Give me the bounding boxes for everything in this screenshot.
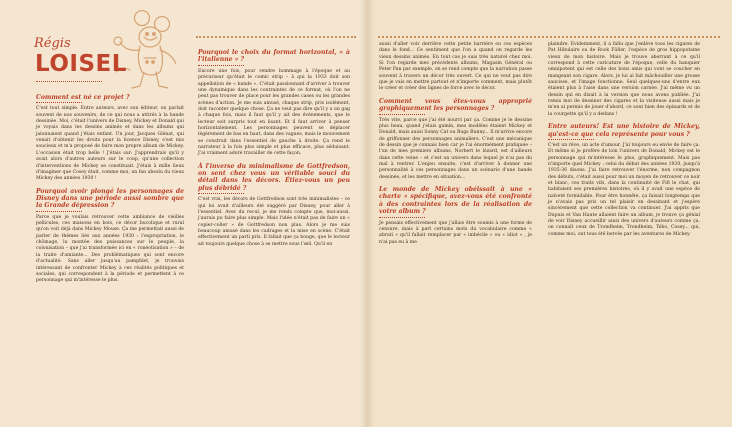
author-last-name: LOISEL bbox=[35, 51, 127, 77]
column-1 bbox=[36, 89, 184, 287]
body-paragraph: Très vite, parce que j'ai été nourri par ça. Comme je le dessine plus beau, quand j'étais gamin, mes modèles étaient Mickey et Donald, mais aussi Sonny Cat ou Bugs Bunny... Il m'arrive encore de griffonner des personnages animaliers. C'est une mécanique de dessin que je connais bien car je l'ai énormément pratiquée – l'un de mes premiers albums, Norbert le lézard, est d'ailleurs dans cette veine – et c'est un univers dans lequel je n'ai pas du mal à rentrer. L'enjeu ensuite, c'est d'arriver à donner une personnalité à ces personnages dans un scénario d'une bande dessinée, et les mettre en situation... bbox=[379, 117, 532, 180]
body-paragraph: C'est tout simple. Entre auteurs, avec son éditeur, on parlait souvent de nos souvenirs, de ce qui nous a attirés à la bande dessinée. Moi, c'était l'univers de Disney, Mickey et Donald qui je voyais dans les dessins animés et dans les albums qui jalonnaient quand j'étais enfant. Un jour, Jacques Glénat, qui venait d'obtenir les droits pour la licence Disney, s'est mis soucieux et m'a proposé de faire mon propre album de Mickey. L'occasion était trop belle ! J'étais sur: J'apprendrais qu'il y avait alors d'autres auteurs sur le coup, qu'une collection d'interventions de Mickey se constituait. J'étais à mille lieux d'imaginer que Cosey était, comme moi, un fan absolu du vieux Mickey des années 1930 ! bbox=[36, 106, 184, 182]
page-gutter bbox=[360, 0, 374, 427]
question-heading: Pourquoi le choix du format horizontal, « à l'italienne » ? bbox=[198, 49, 350, 66]
top-dotted-rule-right bbox=[378, 36, 720, 38]
question-heading: Entre auteurs! Est une histoire de Mickey, qu'est-ce que cela représente pour vous ? bbox=[548, 123, 700, 140]
column-3 bbox=[379, 42, 532, 248]
body-paragraph: aussi d'aller voir derrière cette petite barrière ou ces espèces dans le fond... Ce sentiment que l'on a quand on regarde les vieux dessins animés. En tout cas je suis très naturel chez moi. Si l'on regarde mes précédents albums, Magasin Général ou Peter Pan par exemple, on se rend compte que la narration passe souvent à travers un décor très ouvert. Ce qui ne veut pas dire que je vais en mettre partout et n'importe comment, mais plutôt le créer et créer des lignes de force avec le décor. bbox=[379, 42, 532, 92]
question-heading: Le monde de Mickey obéissait à une « charte » spécifique, avez-vous été confronté à des contraintes lors de la réalisation de votre album ? bbox=[379, 186, 532, 218]
body-paragraph: C'est un rêve, un acte d'amour. J'ai toujours eu envie de faire ça. Et même si je profère de loin l'univers de Donald, Mickey est le personnage qui m'intéresse le plus, graphiquement. Mais pas n'importe quel Mickey : celui du début des années 1930, jusqu'à 1935-36 disons. J'ai faire retrouver l'énorme, non compagnon des débuts, c'était aussi pour moi un moyen de retrouver ce noir et blanc, ces traits vifs, dans la continuité de Fifi le chat, qui habitaient ses premières histoires, où il y avait une espèce de naïveté formidable. Pour être honnête, ça faisait longtemps que je n'avais pas pris un tel plaisir en dessinant et j'espère sincèrement que cette collection va continuer. J'ai appris que Dupuis et Van Haute allaient faire un album, je trouve ça génial de voir Disney accueillir ainsi des univers d'auteurs comme ça, on connaît ceux de Trondheim, Trondheim, Tébo, Cosey... qui, comme moi, ont tous été bercés par les aventures de Mickey. bbox=[548, 142, 700, 237]
column-4 bbox=[548, 42, 700, 240]
body-paragraph: Je pensais effectivement que j'allais être soumis à une forme de censure, mais à part certains mots du vocabulaire comme « abruti » qu'il fallait remplacer par « imbécile » ou « idiot » , je n'ai pas eu à me bbox=[379, 220, 532, 245]
question-heading: Comment est né ce projet ? bbox=[36, 94, 184, 103]
body-paragraph: C'est vrai, les décors de Gottfredson sont très minimalistes – ce qui lui avait d'ailleurs été suggéré par Disney, pour aller à l'essentiel. Avec du recul, je me rends compte que, moi-aussi, j'aurais pu faire plus simple. Mais l'idée n'était pas de faire un « copier-coller » de Gottfredson non plus. Alors je me suis beaucoup amusé dans les cadrages et la mise en scène. C'était effectivement un parti pris. Il fallait que ça bouge, que le lecteur ait toujours quelque chose à se mettre sous l'œil. Qu'il en bbox=[198, 197, 350, 247]
question-heading: Pourquoi avoir plongé les personnages de Disney dans une période aussi sombre que la Grande dépression ? bbox=[36, 188, 184, 212]
question-heading: Comment vous êtes-vous approprié graphiquement les personnages ? bbox=[379, 98, 532, 115]
top-dotted-rule-left bbox=[196, 36, 356, 38]
author-first-name: Régis bbox=[34, 36, 71, 51]
column-2 bbox=[198, 44, 350, 250]
question-heading: À l'inverse du minimalisme de Gottfredson, on sent chez vous un véritable souci du détail dans les décors. Étiez-vous un peu plus débridé ? bbox=[198, 163, 350, 195]
author-underline bbox=[36, 81, 102, 82]
body-paragraph: Parce que je voulais retrouver cette ambiance de vieilles pellicules, ces maisons en bois, ce décor bucolique et rural qu'on voit déjà dans Mickey Mouse. Ça me permettait aussi de parler de thèmes liés aux années 1930 : l'expropriation, le chômage, la montée des puissances sur le peuple, la colonisation – que j'ai transformée ici en « ronéotisation » – de la traite d'amiante... Des problématiques qui sont encore d'actualité. Sans aller jusqu'au pamphlet, je trouvais intéressant de confronter Mickey à ces réalités politiques et sociales, qui correspondent à la période et permettent à ce personnage qui m'intéresse le plus. bbox=[36, 214, 184, 284]
body-paragraph: Encore une fois, pour rendre hommage à l'époque et au précurseur qu'était le comic strip – à qui la 1933 doit son appellation de « bande ». C'était passionnant d'arriver à trouver une dynamique dans les contraintes de ce format, où l'on ne peut pas trouver de place pour les grandes cases ou les grandes scènes d'action. Je me suis amusé, chaque strip, pris isolément, doit raconter quelque chose. Ça ne veut pas dire qu'il y a un gag à chaque fois, mais il faut qu'il y ait des événements, que le lecteur soit surpris tout en lisant. Et il faut arriver à penser horizontalement. Les personnages peuvent se déplacer légèrement de bas en haut, dans des vagues, mais le mouvement se construit dans l'essentiel de gauche à droite. Ça rend le narrateur à la fois plus simple et plus efficace, plus séduisant. J'ai vraiment adoré travailler de cette façon. bbox=[198, 68, 350, 157]
body-paragraph: plaindre. Evidemment, il a fallu que j'enlève tous les cigares de Pat Hibulaire ou de Rock Füller, l'espèce de gros hippopotame vieux de mon histoire. Mais je trouve aberrant à ce qu'il correspond à cette caricature de l'époque, celle du banquier omnipotent qui est celle des bons amis qui vont se coucher en mangeant son cigare. Alors, je lui ai fait mâchouiller une grosse saucisse, et l'image fonctionne. Seul quelques-uns d'entre eux étaient plus à l'aise dans une version carnée. J'ai même vu un dessin qui en disait à la version que nous avons publiée. J'ai remis moi de dessiner des cigares et la visiteuse aussi mais je m'en ai permis de jouer d'abord, ce sont bien des épinards et de la courgette qu'il y a dedans ! bbox=[548, 42, 700, 117]
